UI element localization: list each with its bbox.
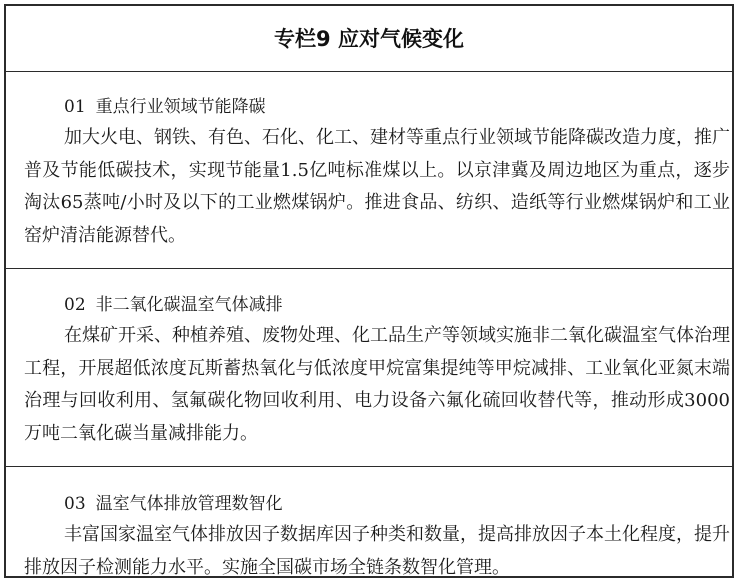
section-non-co2 (6, 268, 732, 466)
section-title: 非二氧化碳温室气体减排 (95, 295, 283, 315)
section-body: 在煤矿开采、种植养殖、废物处理、化工品生产等领域实施非二氧化碳温室气体治理工程，开展超低浓度瓦斯蓄热氧化与低浓度甲烷富集提纯等甲烷减排、工业氧化亚氮末端治理与回收利用、氢氟碳化物回收利用、电力设备六氟化硫回收替代等，推动形成3000万吨二氧化碳当量减排能力。 (24, 325, 730, 444)
section-heading (64, 92, 266, 117)
section-title: 温室气体排放管理数智化 (95, 494, 283, 514)
box-title: 专栏9 应对气候变化 (274, 27, 464, 51)
box-title-bar (6, 6, 732, 72)
climate-box (4, 4, 734, 578)
section-number: 03 (64, 494, 86, 514)
section-number: 01 (64, 97, 86, 117)
section-body: 加大火电、钢铁、有色、石化、化工、建材等重点行业领域节能降碳改造力度，推广普及节能低碳技术，实现节能量1.5亿吨标准煤以上。以京津冀及周边地区为重点，逐步淘汰65蒸吨/小时及以下的工业燃煤锅炉。推进食品、纺织、造纸等行业燃煤锅炉和工业窑炉清洁能源替代。 (24, 127, 730, 246)
section-title: 重点行业领域节能降碳 (95, 97, 266, 117)
section-ghg-digital (6, 466, 732, 576)
section-number: 02 (64, 295, 86, 315)
section-heading (64, 489, 283, 514)
section-energy-saving (6, 72, 732, 268)
section-body: 丰富国家温室气体排放因子数据库因子种类和数量，提高排放因子本土化程度，提升排放因子检测能力水平。实施全国碳市场全链条数智化管理。 (24, 524, 730, 578)
section-heading (64, 290, 283, 315)
